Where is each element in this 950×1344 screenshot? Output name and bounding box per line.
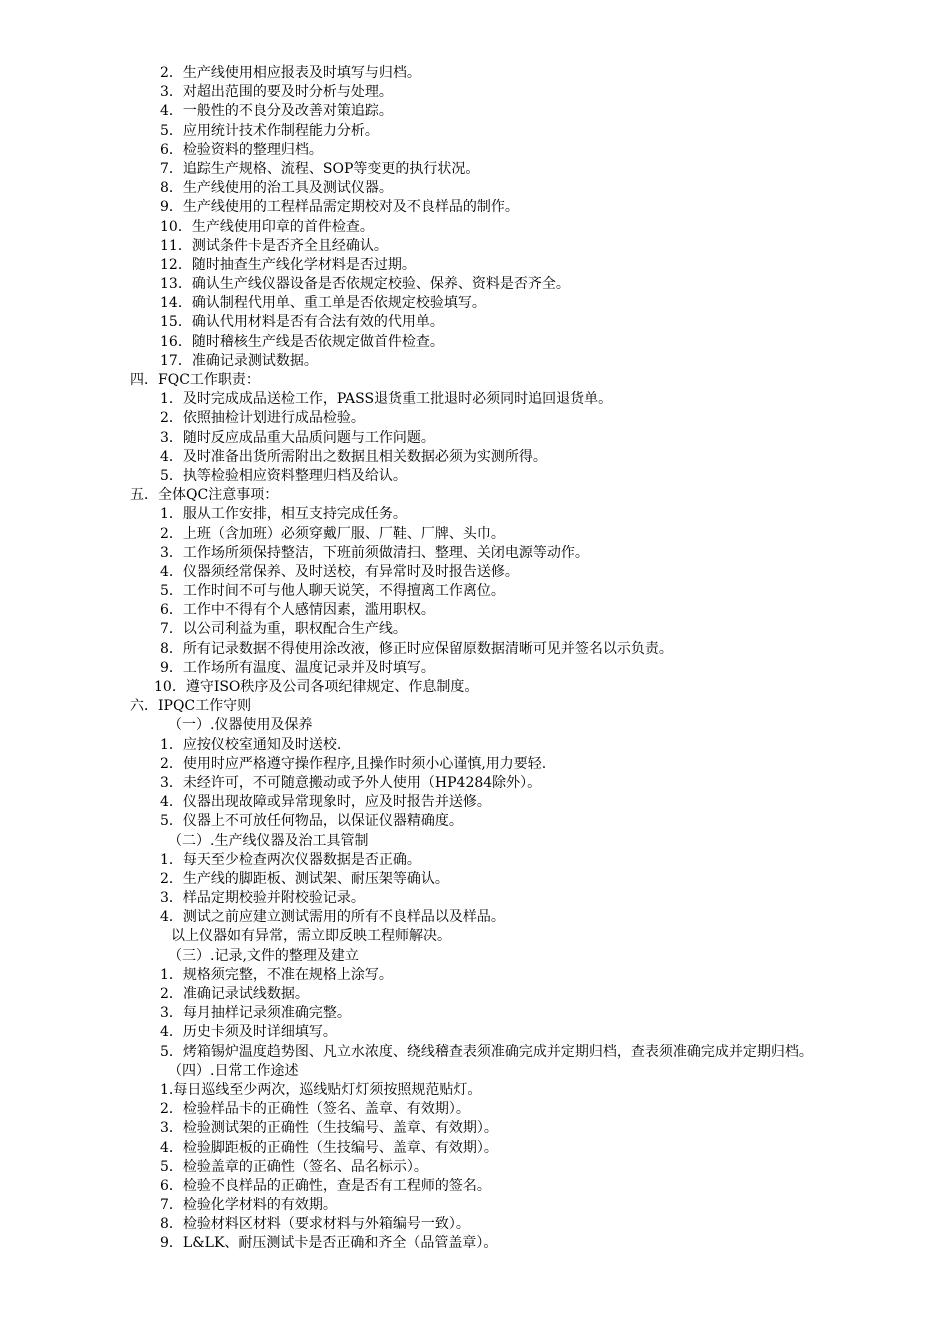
list-item: 5．执等检验相应资料整理归档及给认。	[160, 467, 407, 484]
list-item: 1.每日巡线至少两次，巡线贴灯灯须按照规范贴灯。	[160, 1081, 482, 1098]
list-item-number: 5．	[160, 1043, 183, 1060]
list-item: 7．检验化学材料的有效期。	[160, 1197, 337, 1214]
list-item: 6．检验资料的整理归档。	[160, 141, 323, 158]
list-item: 12．随时抽查生产线化学材料是否过期。	[160, 256, 416, 273]
list-item: 10．遵守ISO秩序及公司各项纪律规定、作息制度。	[154, 679, 479, 695]
section5-list	[0, 505, 950, 697]
list-item: 3．每月抽样记录须准确完整。	[160, 1005, 351, 1022]
list-item: 6．工作中不得有个人感情因素，滥用职权。	[160, 602, 435, 619]
subsection-title-fixtures: （二）.生产线仪器及治工具管制	[168, 832, 369, 849]
sub2-list	[0, 851, 950, 947]
document-body	[0, 64, 950, 1254]
list-item: 3．检验测试架的正确性（生技编号、盖章、有效期）。	[160, 1120, 498, 1137]
list-item: 17．准确记录测试数据。	[160, 352, 318, 369]
list-item: 9．L&LK、耐压测试卡是否正确和齐全（品管盖章）。	[160, 1235, 498, 1252]
list-item: 1．规格须完整，不准在规格上涂写。	[160, 966, 393, 983]
list-item: 8．所有记录数据不得使用涂改液，修正时应保留原数据清晰可见并签名以示负责。	[160, 640, 673, 657]
list-item-text: 烤箱锡炉温度趋势图、凡立水浓度、绕线稽查表须准确完成并定期归档，查表须准确完成并定期归档。	[182, 1043, 813, 1060]
list-item: 4．仪器出现故障或异常现象时，应及时报告并送修。	[160, 794, 491, 811]
list-item: 8．生产线使用的治工具及测试仪器。	[160, 180, 393, 197]
list-item: 5．应用统计技术作制程能力分析。	[160, 122, 379, 139]
list-item: 2．生产线使用相应报表及时填写与归档。	[160, 65, 421, 81]
list-item: 4．检验脚距板的正确性（生技编号、盖章、有效期）。	[160, 1139, 498, 1156]
list-item: 8．检验材料区材料（要求材料与外箱编号一致）。	[160, 1216, 470, 1233]
list-item: 2．上班（含加班）必须穿戴厂服、厂鞋、厂牌、头巾。	[160, 525, 505, 542]
sub4-list	[0, 1081, 950, 1254]
list-item: 9．工作场所有温度、温度记录并及时填写。	[160, 659, 435, 676]
list-item: 1．服从工作安排，相互支持完成任务。	[160, 506, 407, 523]
list-item: 3．未经许可，不可随意搬动或予外人使用（HP4284除外）。	[160, 774, 542, 791]
list-item: 4．及时准备出货所需附出之数据且相关数据必须为实测所得。	[160, 448, 547, 465]
subsection-title-instruments: （一）.仪器使用及保养	[168, 717, 313, 734]
list-item: 3．随时反应成品重大品质问题与工作问题。	[160, 429, 435, 446]
list-item: 2．使用时应严格遵守操作程序,且操作时须小心谨慎,用力要轻.	[160, 755, 547, 772]
section-heading-fqc: 四．FQC工作职责：	[130, 372, 260, 388]
list-item: 4．测试之前应建立测试需用的所有不良样品以及样品。	[160, 909, 505, 926]
list-item: 2．生产线的脚距板、测试架、耐压架等确认。	[160, 870, 449, 887]
section3-list	[0, 64, 950, 371]
list-item: 2．准确记录试线数据。	[160, 986, 309, 1002]
list-item: 5．检验盖章的正确性（签名、品名标示）。	[160, 1158, 428, 1175]
list-item: 9．生产线使用的工程样品需定期校对及不良样品的制作。	[160, 199, 519, 216]
section-heading-qc-notes: 五．全体QC注意事项：	[130, 487, 279, 504]
subsection-title-daily: （四）.日常工作途述	[168, 1062, 299, 1079]
list-item: 13．确认生产线仪器设备是否依规定校验、保养、资料是否齐全。	[160, 276, 570, 293]
list-item: 10．生产线使用印章的首件检查。	[160, 218, 374, 235]
list-item: 15．确认代用材料是否有合法有效的代用单。	[160, 314, 444, 331]
list-item: 7．追踪生产规格、流程、SOP等变更的执行状况。	[160, 160, 480, 177]
note-text: 以上仪器如有异常，需立即反映工程师解决。	[171, 928, 451, 945]
list-item: 4．仪器须经常保养、及时送校，有异常时及时报告送修。	[160, 563, 519, 580]
list-item: 3．工作场所须保持整洁，下班前须做清扫、整理、关闭电源等动作。	[160, 544, 589, 561]
list-item: 2．依照抽检计划进行成品检验。	[160, 410, 365, 427]
list-item: 5．工作时间不可与他人聊天说笑，不得擅离工作离位。	[160, 583, 505, 600]
list-item: 1．及时完成成品送检工作，PASS退货重工批退时必须同时追回退货单。	[160, 391, 613, 408]
list-item: 1．应按仪校室通知及时送校.	[160, 736, 342, 753]
list-item: 1．每天至少检查两次仪器数据是否正确。	[160, 851, 421, 868]
section-heading-ipqc: 六．IPQC工作守则	[130, 698, 252, 715]
list-item: 14．确认制程代用单、重工单是否依规定校验填写。	[160, 295, 486, 312]
list-item-wrapped	[0, 1043, 890, 1062]
list-item: 6．检验不良样品的正确性，查是否有工程师的签名。	[160, 1177, 491, 1194]
list-item: 2．检验样品卡的正确性（签名、盖章、有效期）。	[160, 1101, 470, 1118]
list-item: 5．仪器上不可放任何物品，以保证仪器精确度。	[160, 813, 463, 830]
list-item: 4．一般性的不良分及改善对策追踪。	[160, 103, 393, 120]
sub1-list	[0, 736, 950, 832]
list-item: 3．样品定期校验并附校验记录。	[160, 890, 365, 907]
list-item: 3．对超出范围的要及时分析与处理。	[160, 84, 393, 101]
section4-list	[0, 390, 950, 486]
sub3-list	[0, 966, 950, 1062]
list-item: 11．测试条件卡是否齐全且经确认。	[160, 237, 388, 254]
subsection-title-records: （三）.记录,文件的整理及建立	[168, 947, 359, 964]
list-item: 16．随时稽核生产线是否依规定做首件检查。	[160, 333, 444, 350]
list-item: 7．以公司利益为重，职权配合生产线。	[160, 621, 407, 638]
list-item: 4．历史卡须及时详细填写。	[160, 1024, 337, 1041]
